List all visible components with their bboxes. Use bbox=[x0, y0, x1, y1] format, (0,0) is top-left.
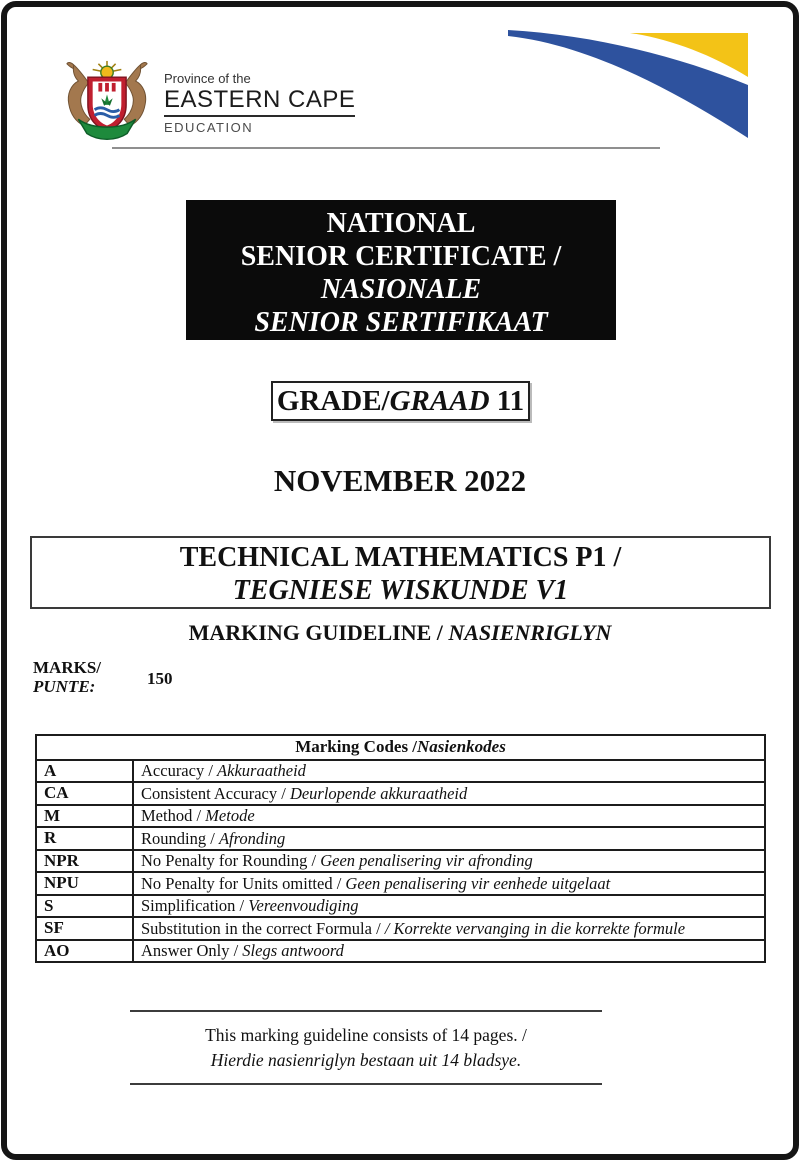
code-cell: R bbox=[36, 827, 133, 850]
description-en: Rounding / bbox=[141, 828, 215, 848]
code-cell: SF bbox=[36, 917, 133, 940]
guideline-title-en: MARKING GUIDELINE / bbox=[188, 620, 443, 645]
marks-label bbox=[33, 658, 101, 696]
province-name-label: EASTERN CAPE bbox=[164, 86, 355, 117]
description-en: Substitution in the correct Formula / bbox=[141, 918, 381, 938]
description-en: Consistent Accuracy / bbox=[141, 783, 286, 803]
description-cell bbox=[133, 782, 765, 805]
description-cell bbox=[133, 805, 765, 828]
subject-title-en: TECHNICAL MATHEMATICS P1 / bbox=[179, 542, 622, 573]
description-cell bbox=[133, 940, 765, 963]
exam-date: NOVEMBER 2022 bbox=[273, 463, 527, 498]
grade-number: 11 bbox=[496, 385, 525, 417]
code-cell: NPU bbox=[36, 872, 133, 895]
table-row bbox=[36, 760, 765, 783]
description-cell bbox=[133, 872, 765, 895]
banner-line-senior-sertifikaat: SENIOR SERTIFIKAAT bbox=[254, 307, 548, 338]
code-cell: AO bbox=[36, 940, 133, 963]
province-of-the-label: Province of the bbox=[164, 71, 251, 86]
description-en: Accuracy / bbox=[141, 761, 213, 781]
header-divider-line bbox=[112, 147, 660, 149]
description-en: No Penalty for Rounding / bbox=[141, 851, 317, 871]
table-row bbox=[36, 917, 765, 940]
description-cell bbox=[133, 895, 765, 918]
education-label: EDUCATION bbox=[164, 120, 254, 135]
table-header-cell bbox=[36, 735, 765, 760]
department-logo bbox=[58, 60, 355, 146]
description-en: Method / bbox=[141, 806, 202, 826]
certificate-banner bbox=[186, 200, 616, 340]
table-row bbox=[36, 872, 765, 895]
marks-value: 150 bbox=[147, 669, 173, 688]
code-cell: M bbox=[36, 805, 133, 828]
code-cell: NPR bbox=[36, 850, 133, 873]
corner-swoosh-icon bbox=[505, 25, 750, 145]
banner-line-senior-certificate: SENIOR CERTIFICATE / bbox=[240, 241, 562, 272]
grade-label-af: GRAAD bbox=[389, 385, 490, 417]
description-cell bbox=[133, 917, 765, 940]
page-count-en: This marking guideline consists of 14 pages. / bbox=[205, 1025, 527, 1045]
description-en: No Penalty for Units omitted / bbox=[141, 873, 342, 893]
description-cell bbox=[133, 760, 765, 783]
code-cell: CA bbox=[36, 782, 133, 805]
table-row bbox=[36, 940, 765, 963]
description-af: Afronding bbox=[218, 828, 286, 848]
description-cell bbox=[133, 850, 765, 873]
eastern-cape-coat-of-arms-icon bbox=[58, 60, 156, 146]
description-af: Geen penalisering vir afronding bbox=[320, 851, 533, 871]
code-cell: A bbox=[36, 760, 133, 783]
guideline-title-af: NASIENRIGLYN bbox=[448, 620, 612, 645]
table-row bbox=[36, 805, 765, 828]
description-af: Geen penalisering vir eenhede uitgelaat bbox=[345, 873, 611, 893]
description-cell bbox=[133, 827, 765, 850]
table-header-en: Marking Codes / bbox=[295, 737, 418, 757]
banner-line-national: NATIONAL bbox=[326, 208, 476, 239]
page-count-note bbox=[130, 1010, 602, 1085]
marks-label-af: PUNTE: bbox=[33, 677, 96, 696]
table-row bbox=[36, 827, 765, 850]
marks-label-en: MARKS/ bbox=[33, 658, 101, 677]
table-header-row bbox=[36, 735, 765, 760]
table-row bbox=[36, 782, 765, 805]
table-row bbox=[36, 895, 765, 918]
page-count-af: Hierdie nasienriglyn bestaan uit 14 bladsye. bbox=[210, 1050, 522, 1070]
description-af: Metode bbox=[205, 806, 255, 826]
subject-title-af: TEGNIESE WISKUNDE V1 bbox=[232, 575, 569, 606]
description-en: Answer Only / bbox=[141, 941, 239, 961]
table-row bbox=[36, 850, 765, 873]
description-af: Slegs antwoord bbox=[242, 941, 344, 961]
guideline-title bbox=[0, 620, 800, 646]
department-logo-text bbox=[164, 60, 355, 135]
description-af: / Korrekte vervanging in die korrekte formule bbox=[384, 918, 686, 938]
banner-line-nasionale: NASIONALE bbox=[320, 274, 482, 305]
code-cell: S bbox=[36, 895, 133, 918]
subject-title-box bbox=[30, 536, 771, 609]
description-en: Simplification / bbox=[141, 896, 245, 916]
grade-label-en: GRADE/ bbox=[276, 385, 390, 417]
table-header-af: Nasienkodes bbox=[417, 737, 506, 757]
description-af: Deurlopende akkuraatheid bbox=[289, 783, 468, 803]
marking-codes-table bbox=[35, 734, 766, 963]
description-af: Akkuraatheid bbox=[217, 761, 306, 781]
description-af: Vereenvoudiging bbox=[248, 896, 359, 916]
grade-box bbox=[271, 381, 530, 421]
